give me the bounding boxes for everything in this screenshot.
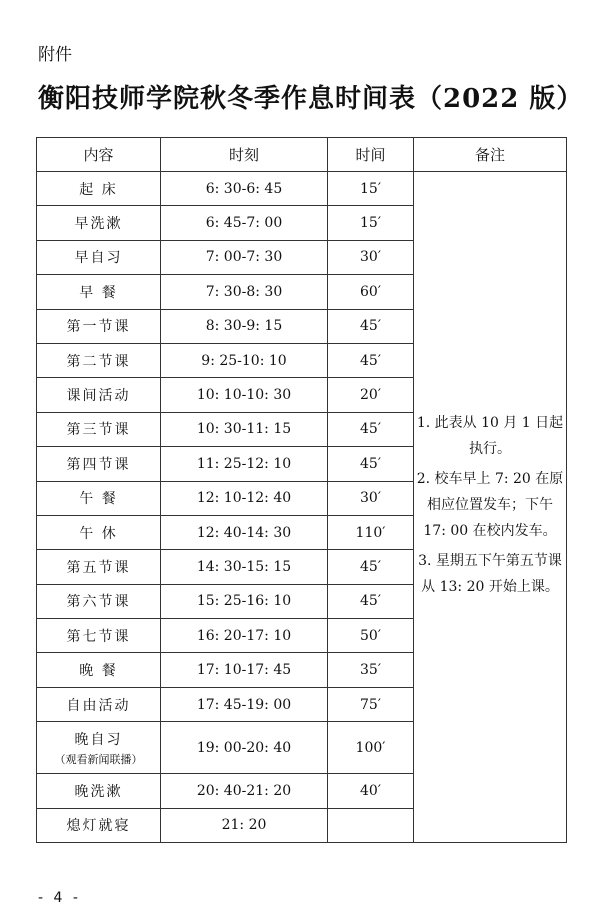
schedule-item-label: 早 餐 [79,284,118,301]
schedule-item-label: 早洗漱 [74,216,123,233]
schedule-duration: 110′ [328,515,414,549]
schedule-item-label: 第二节课 [66,353,131,370]
schedule-table [36,137,567,843]
schedule-time-range: 10: 30-11: 15 [161,412,328,446]
schedule-item [37,722,161,774]
schedule-duration: 40′ [328,774,414,808]
schedule-item-label: 第四节课 [66,456,131,473]
schedule-time-range: 17: 10-17: 45 [161,653,328,687]
schedule-item [37,619,161,653]
schedule-duration: 30′ [328,481,414,515]
schedule-item [37,653,161,687]
schedule-item-label: 午 休 [79,525,118,542]
schedule-time-range: 21: 20 [161,808,328,842]
schedule-time-range: 10: 10-10: 30 [161,378,328,412]
schedule-item-label: 第五节课 [66,559,131,576]
schedule-duration: 45′ [328,550,414,584]
schedule-item-label: 自由活动 [66,697,131,714]
schedule-item-label: 晚 餐 [79,663,118,680]
note-item: 3. 星期五下午第五节课从 13: 20 开始上课。 [418,553,562,596]
schedule-item-label: 第六节课 [66,594,131,611]
schedule-duration: 45′ [328,584,414,618]
schedule-duration [328,808,414,842]
schedule-time-range: 9: 25-10: 10 [161,343,328,377]
schedule-item-subnote: （观看新闻联播） [54,752,143,766]
schedule-item [37,309,161,343]
schedule-duration: 45′ [328,343,414,377]
schedule-item-label: 起 床 [79,181,118,198]
schedule-item [37,550,161,584]
notes-cell [414,172,567,843]
schedule-duration: 45′ [328,309,414,343]
schedule-time-range: 12: 40-14: 30 [161,515,328,549]
schedule-time-range: 20: 40-21: 20 [161,774,328,808]
schedule-item [37,584,161,618]
schedule-item [37,343,161,377]
schedule-duration: 45′ [328,447,414,481]
schedule-item-label: 晚洗漱 [74,783,123,800]
schedule-time-range: 6: 30-6: 45 [161,172,328,206]
header-content: 内容 [37,138,161,172]
schedule-item [37,481,161,515]
schedule-item [37,412,161,446]
schedule-item-label: 午 餐 [79,491,118,508]
schedule-item [37,172,161,206]
schedule-duration: 45′ [328,412,414,446]
schedule-item [37,240,161,274]
schedule-item [37,447,161,481]
schedule-item-label: 第七节课 [66,628,131,645]
schedule-time-range: 11: 25-12: 10 [161,447,328,481]
schedule-duration: 15′ [328,172,414,206]
schedule-item-label: 第一节课 [66,319,131,336]
schedule-time-range: 14: 30-15: 15 [161,550,328,584]
schedule-duration: 30′ [328,240,414,274]
schedule-time-range: 7: 30-8: 30 [161,275,328,309]
schedule-item-label: 第三节课 [66,422,131,439]
schedule-item-label: 课间活动 [66,388,131,405]
schedule-time-range: 19: 00-20: 40 [161,722,328,774]
schedule-duration: 75′ [328,687,414,721]
schedule-item [37,808,161,842]
schedule-item [37,275,161,309]
page-number: - 4 - [38,890,81,906]
table-header-row [37,138,567,172]
schedule-duration: 60′ [328,275,414,309]
schedule-time-range: 16: 20-17: 10 [161,619,328,653]
schedule-item-label: 熄灯就寝 [66,818,131,835]
schedule-time-range: 12: 10-12: 40 [161,481,328,515]
schedule-item-label: 晚自习 [74,731,123,748]
schedule-item-label: 早自习 [74,250,123,267]
schedule-time-range: 7: 00-7: 30 [161,240,328,274]
annex-label: 附件 [38,45,72,65]
schedule-item [37,774,161,808]
schedule-item [37,378,161,412]
schedule-duration: 20′ [328,378,414,412]
schedule-time-range: 8: 30-9: 15 [161,309,328,343]
schedule-item [37,206,161,240]
table-row [37,172,567,206]
schedule-duration: 15′ [328,206,414,240]
schedule-time-range: 17: 45-19: 00 [161,687,328,721]
schedule-time-range: 6: 45-7: 00 [161,206,328,240]
schedule-duration: 100′ [328,722,414,774]
header-duration: 时间 [328,138,414,172]
schedule-duration: 50′ [328,619,414,653]
note-item: 1. 此表从 10 月 1 日起执行。 [416,415,564,458]
schedule-item [37,687,161,721]
header-notes: 备注 [414,138,567,172]
schedule-time-range: 15: 25-16: 10 [161,584,328,618]
note-item: 2. 校车早上 7: 20 在原相应位置发车；下午 17: 00 在校内发车。 [416,471,564,540]
document-title: 衡阳技师学院秋冬季作息时间表（2022 版） [38,84,584,114]
schedule-duration: 35′ [328,653,414,687]
schedule-item [37,515,161,549]
header-time-range: 时刻 [161,138,328,172]
